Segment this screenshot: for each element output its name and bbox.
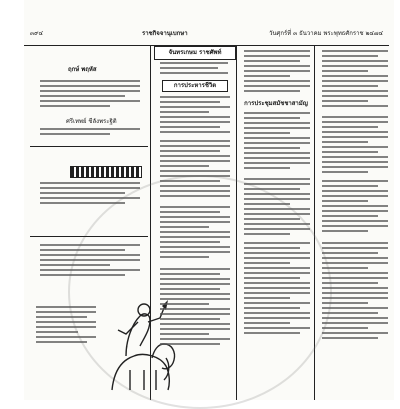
masthead-text: จันทรเกษม ราชศัพท์ xyxy=(168,49,222,56)
subheading-box xyxy=(162,80,228,92)
page-number: ๓๙๔ xyxy=(30,30,44,37)
col3-body-3 xyxy=(244,178,310,238)
col1-paragraph-3 xyxy=(40,244,140,279)
col1-list xyxy=(40,182,140,207)
col3-body-4 xyxy=(244,242,310,337)
col1-paragraph-4 xyxy=(36,306,96,346)
col4-body-4 xyxy=(322,242,388,342)
col4-body-2 xyxy=(322,116,388,176)
column-divider-3 xyxy=(314,46,315,400)
col2-body-1 xyxy=(160,96,230,136)
decorative-banner xyxy=(70,166,142,178)
col2-body-2 xyxy=(160,140,230,200)
col2-intro xyxy=(160,62,228,77)
masthead-box xyxy=(154,46,236,60)
page-header xyxy=(24,30,389,44)
col3-heading: การประชุมสมัชชาสามัญ xyxy=(244,100,308,107)
issue-date: วันศุกร์ที่ ๓ ธันวาคม พระพุทธศักราช ๒๔๗๔ xyxy=(269,30,383,37)
col3-body-1 xyxy=(244,50,310,95)
newspaper-page xyxy=(24,0,394,400)
subheading-text: การประหารชีวิต xyxy=(173,82,217,89)
column-divider-2 xyxy=(236,46,237,400)
col1-paragraph-2 xyxy=(40,128,140,138)
newspaper-title: ราชกิจจานุเบกษา xyxy=(142,30,188,37)
col1-heading: ฤกษ์ พฤหัส xyxy=(68,66,97,73)
col2-body-3 xyxy=(160,206,230,261)
col4-body-1 xyxy=(322,50,388,110)
col2-body-4 xyxy=(160,268,230,348)
col1-rule-1 xyxy=(30,146,148,147)
col1-paragraph-1 xyxy=(40,80,140,110)
col1-rule-2 xyxy=(30,236,148,237)
col1-signature: ศรีเทพย์ ชีลังพระฐิติ xyxy=(66,118,117,125)
col4-body-3 xyxy=(322,180,388,235)
col3-body-2 xyxy=(244,112,310,172)
